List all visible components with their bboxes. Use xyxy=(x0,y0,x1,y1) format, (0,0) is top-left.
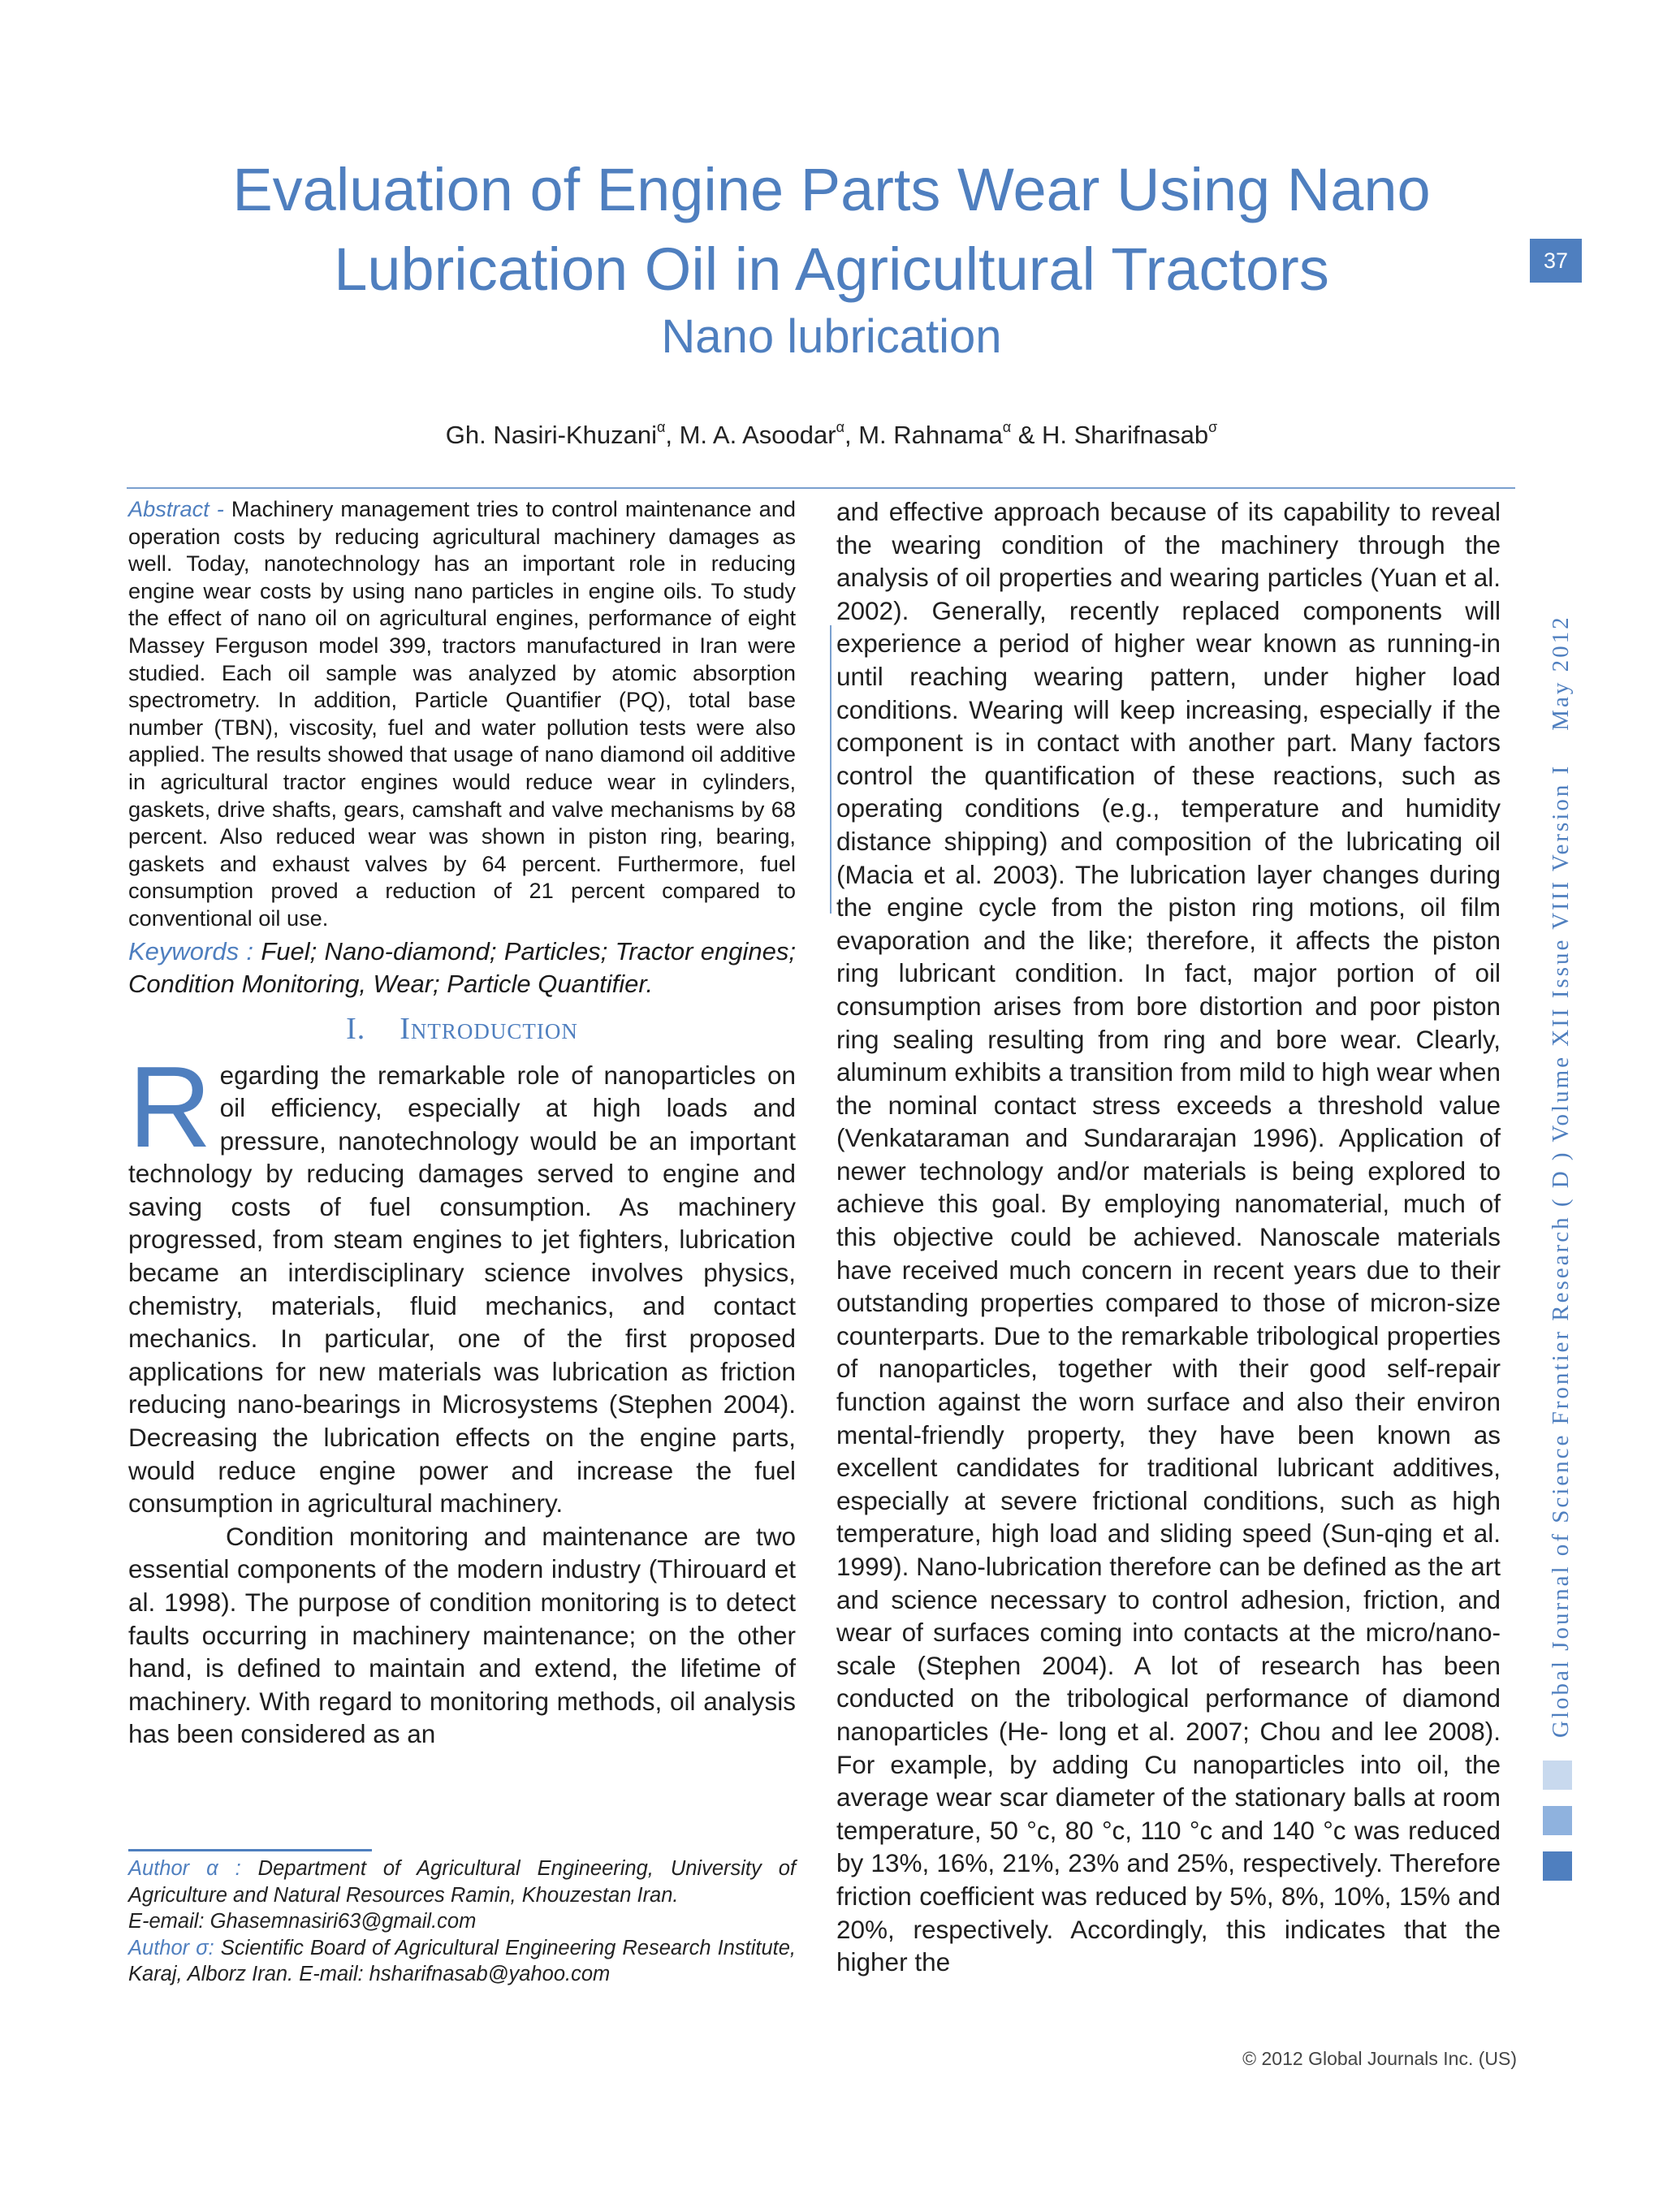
keywords-label: Keywords : xyxy=(128,936,254,966)
footnote-rule xyxy=(128,1849,372,1851)
paper-title xyxy=(0,150,1663,309)
abstract xyxy=(128,495,796,932)
author-list xyxy=(0,416,1663,455)
journal-info: Global Journal of Science Frontier Research ( D ) Volume XII Issue VIII Version I xyxy=(1548,763,1574,1738)
column-divider xyxy=(830,625,832,914)
right-column xyxy=(836,495,1501,1979)
issue-date: May 2012 xyxy=(1548,615,1574,731)
page-number-badge: 37 xyxy=(1530,239,1582,283)
journal-sidebar-text xyxy=(1548,615,1574,1738)
keywords-text: Fuel; Nano-diamond; Particles; Tractor engines; Condition Monitoring, Wear; Particle Quantifier. xyxy=(128,936,796,998)
author-separator: & xyxy=(1011,421,1043,449)
decorative-square-medium xyxy=(1543,1806,1572,1835)
intro-paragraph-2: Condition monitoring and maintenance are two essential components of the modern industry (Thirouard et al. 1998). The purpose of condition monitoring is to detect faults occurring in machinery maintenance; on the other hand, is defined to maintain and extend, the lifetime of machinery. With regard to monitoring methods, oil analysis has been considered as an xyxy=(128,1521,796,1749)
abstract-dash: - xyxy=(209,496,231,521)
abstract-text: Machinery management tries to control maintenance and operation costs by reducing agricultural machinery damages as well. Today, nanotechnology has an important role in reducing engine wear costs by using nano particles in engine oils. To study the effect of nano oil on agricultural engines, performance of eight Massey Ferguson model 399, tractors manufactured in Iran were studied. Each oil sample was analyzed by atomic absorption spectrometry. In addition, Particle Quantifier (PQ), total base number (TBN), viscosity, fuel and water pollution tests were also applied. The results showed that usage of nano diamond oil additive in agricultural tractor engines would reduce wear in cylinders, gaskets, drive shafts, gears, camshaft and valve mechanisms by 68 percent. Also reduced wear was shown in piston ring, bearing, gaskets and exhaust valves by 64 percent. Furthermore, fuel consumption proved a reduction of 21 percent compared to conventional oil use. xyxy=(128,496,796,931)
author-2: M. A. Asoodar xyxy=(679,421,836,449)
drop-cap: R xyxy=(128,1042,212,1172)
section-number: I. xyxy=(346,1011,366,1046)
footnote-label: Author α : xyxy=(128,1857,241,1880)
author-separator: , xyxy=(844,421,859,449)
paper-subtitle: Nano lubrication xyxy=(661,310,1002,363)
section-heading-introduction xyxy=(128,1009,796,1049)
footnote-text: Scientific Board of Agricultural Engineering Research Institute, Karaj, Alborz Iran. E-mail: hsharifnasab@yahoo.com xyxy=(128,1936,796,1985)
decorative-square-dark xyxy=(1543,1851,1572,1881)
right-column-text: and effective approach because of its capability to reveal the wearing condition of the machinery through the analysis of oil properties and wearing particles (Yuan et al. 2002). Generally, recently replaced components will experience a period of higher wear known as running-in until reaching wearing pattern, under higher load conditions. Wearing will keep increasing, especially if the component is in contact with another part. Many factors control the quantification of these reactions, such as operating conditions (e.g., temperature and humidity distance shipping) and composition of the lubricating oil (Macia et al. 2003). The lubrication layer changes during the engine cycle from the piston ring motions, oil film evaporation and the like; therefore, it affects the piston ring lubricant condition. In fact, major portion of oil consumption arises from bore distortion and poor piston ring sealing resulting from ring and bore wear. Clearly, aluminum exhibits a transition from mild to high wear when the nominal contact stress exceeds a threshold value (Venkataraman and Sundararajan 1996). Application of newer technology and/or materials is being explored to achieve this goal. By employing nanomaterial, much of this objective could be achieved. Nanoscale materials have received much concern in recent years due to their outstanding properties compared to those of micron-size counterparts. Due to the remarkable tribological properties of nanoparticles, together with their good self-repair function against the worn surface and also their environ mental-friendly property, they have been known as excellent candidates for traditional lubricant additives, especially at severe frictional conditions, such as high temperature, high load and sliding speed (Sun-qing et al. 1999). Nano-lubrication therefore can be defined as the art and science necessary to control adhesion, friction, and wear of surfaces coming into contacts at the micro/nano-scale (Stephen 2004). A lot of research has been conducted on the tribological performance of diamond nanoparticles (He- long et al. 2007; Chou and lee 2008). For example, by adding Cu nanoparticles into oil, the average wear scar diameter of the stationary balls at room temperature, 50 °c, 80 °c, 110 °c and 140 °c was reduced by 13%, 16%, 21%, 23% and 25%, respectively. Therefore friction coefficient was reduced by 5%, 8%, 10%, 15% and 20%, respectively. Accordingly, this indicates that the higher the xyxy=(836,497,1501,1977)
footnote-email: E-email: Ghasemnasiri63@gmail.com xyxy=(128,1910,477,1933)
footnote-text: Department of Agricultural Engineering, University of Agriculture and Natural Resources Ramin, Khouzestan Iran. xyxy=(128,1857,796,1907)
affiliation-mark: σ xyxy=(1208,419,1218,435)
section-title: Introduction xyxy=(400,1011,578,1046)
author-1: Gh. Nasiri-Khuzani xyxy=(445,421,657,449)
abstract-label: Abstract xyxy=(128,496,209,521)
author-3: M. Rahnama xyxy=(858,421,1003,449)
affiliation-mark: α xyxy=(836,419,844,435)
footnote-label: Author σ: xyxy=(128,1936,214,1959)
copyright-notice: © 2012 Global Journals Inc. (US) xyxy=(1242,2048,1517,2069)
header-rule xyxy=(127,487,1515,489)
footnote-author-sigma xyxy=(128,1935,796,1988)
intro-paragraph-1-text: egarding the remarkable role of nanoparticles on oil efficiency, especially at high loads and pressure, nanotechnology would be an important technology by reducing damages served to engine and saving costs of fuel consumption. As machinery progressed, from steam engines to jet fighters, lubrication became an interdisciplinary science involves physics, chemistry, materials, fluid mechanics, and contact mechanics. In particular, one of the first proposed applications for new materials was lubrication as friction reducing nano-bearings in Microsystems (Stephen 2004). Decreasing the lubrication effects on the engine parts, would reduce engine power and increase the fuel consumption in agricultural machinery. xyxy=(128,1060,796,1519)
keywords xyxy=(128,935,796,1000)
decorative-square-light xyxy=(1543,1761,1572,1790)
author-footnotes xyxy=(128,1856,796,1988)
intro-paragraph-1 xyxy=(128,1042,796,1520)
left-column xyxy=(128,495,796,1751)
affiliation-mark: α xyxy=(656,419,666,435)
title-line-1: Evaluation of Engine Parts Wear Using Nano xyxy=(232,156,1431,223)
author-separator: , xyxy=(665,421,680,449)
footnote-author-alpha xyxy=(128,1856,796,1935)
title-line-2: Lubrication Oil in Agricultural Tractors xyxy=(334,235,1329,303)
affiliation-mark: α xyxy=(1002,419,1012,435)
author-4: H. Sharifnasab xyxy=(1042,421,1209,449)
